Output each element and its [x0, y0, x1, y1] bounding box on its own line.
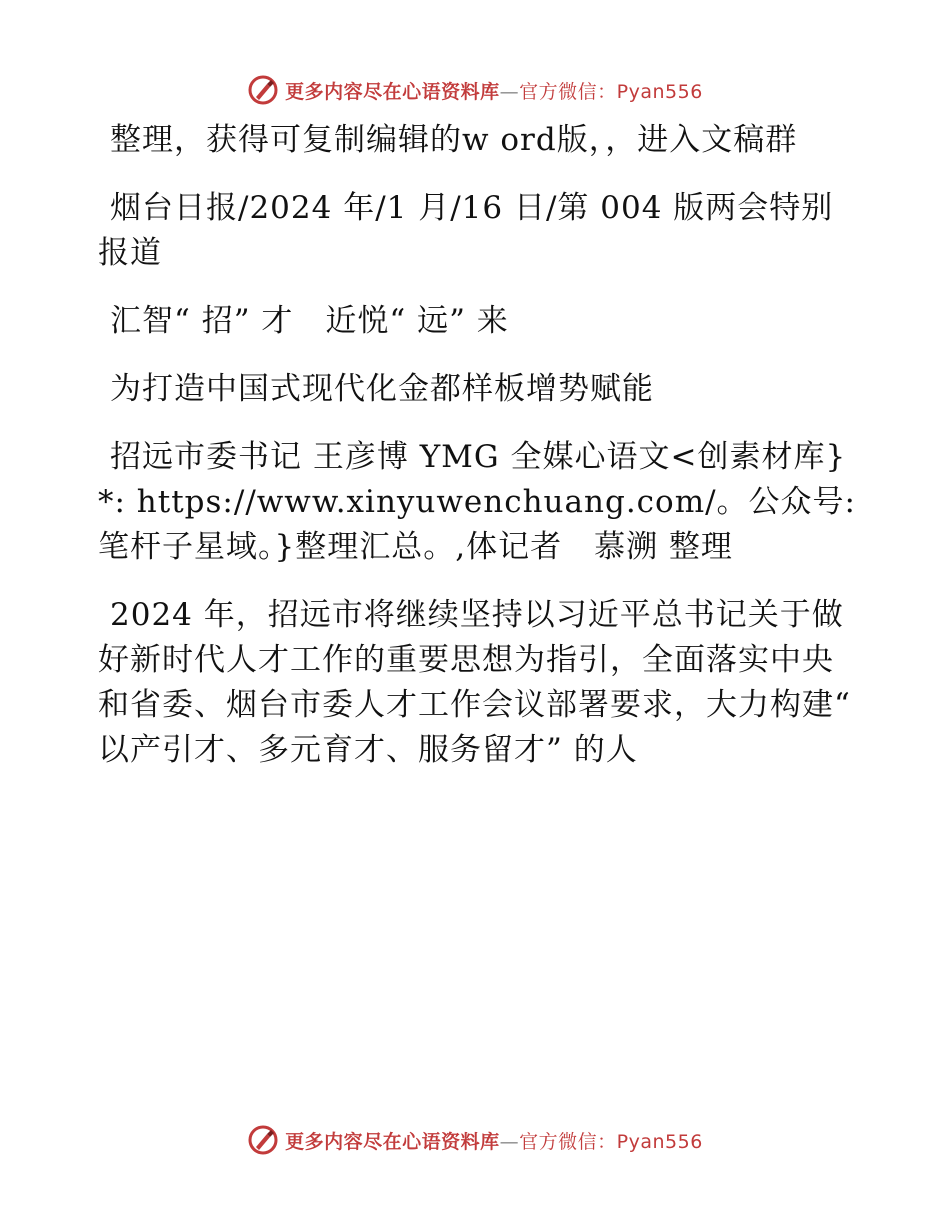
header-wechat-label: 官方微信：Pyan556	[519, 80, 703, 103]
pen-logo-icon	[247, 74, 279, 106]
article-subtitle: 为打造中国式现代化金都样板增势赋能	[110, 371, 654, 407]
footer-wechat-label: 官方微信：Pyan556	[519, 1130, 703, 1153]
footer-banner-inner	[247, 1124, 703, 1156]
footer-brand-text: 更多内容尽在心语资料库	[285, 1130, 500, 1153]
header-separator: —	[499, 80, 520, 103]
header-brand-text: 更多内容尽在心语资料库	[285, 80, 500, 103]
paragraph-body: 2024 年，招远市将继续坚持以习近平总书记关于做好新时代人才工作的重要思想为指引，全面落实中央和省委、烟台市委人才工作会议部署要求，大力构建“ 以产引才、多元育才、服务留才” 的人	[98, 597, 851, 768]
header-banner-inner	[247, 74, 703, 106]
header-banner	[0, 70, 950, 110]
paragraph-byline: 招远市委书记 王彦博 YMG 全媒心语文<创素材库}*: https://www.xinyuwenchuang.com/。公众号: 笔杆子星域。}整理汇总。,体记者 慕溯 整理	[98, 439, 856, 565]
pen-logo-icon	[247, 1124, 279, 1156]
header-banner-text	[285, 77, 703, 104]
footer-banner	[0, 1120, 950, 1160]
article-title: 汇智“ 招” 才 近悦“ 远” 来	[110, 303, 509, 339]
document-body	[98, 118, 858, 773]
footer-separator: —	[499, 1130, 520, 1153]
paragraph-source: 烟台日报/2024 年/1 月/16 日/第 004 版两会特别报道	[98, 190, 834, 271]
paragraph-intro: 整理，获得可复制编辑的w ord版，，进入文稿群	[110, 122, 798, 158]
footer-banner-text	[285, 1127, 703, 1154]
